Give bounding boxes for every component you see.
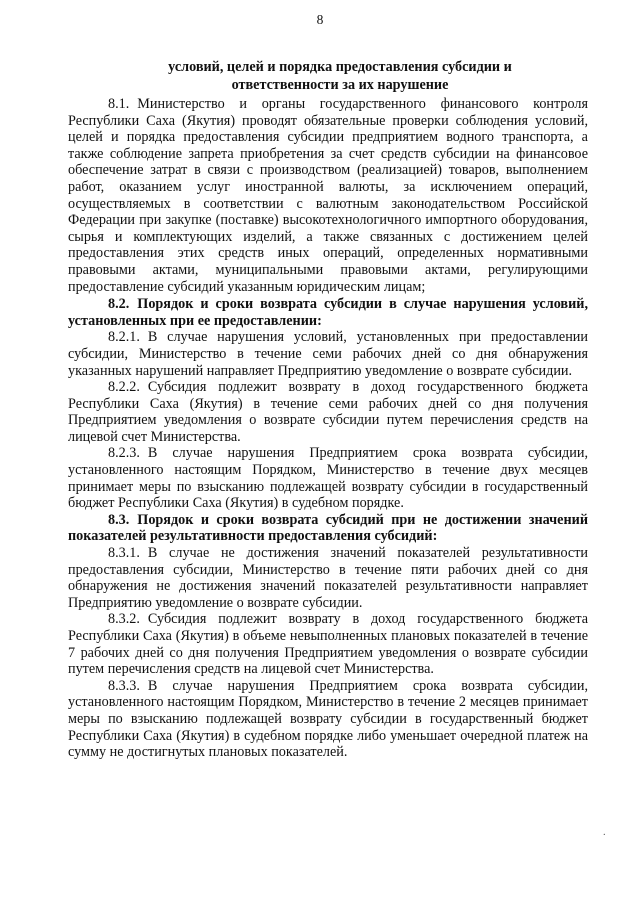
paragraph-8-3-3 <box>68 678 588 761</box>
paragraph-text: В случае нарушения Предприятием срока возврата субсидии, установленного настоящим Порядком, Министерство в течение 2 месяцев принимает меры по взысканию подлежащей возврату субсидии в государственный бюджет Республики Саха (Якутия) в судебном порядке либо уменьшает очередной платеж на сумму не достигнутых плановых показателей. <box>68 677 588 761</box>
paragraph-text: Субсидия подлежит возврату в доход государственного бюджета Республики Саха (Якутия) в течение семи рабочих дней со дня получения Предприятием уведомления о возврате субсидии путем перечисления средств на лицевой счет Министерства. <box>68 379 588 445</box>
heading-line-2: ответственности за их нарушение <box>231 77 449 93</box>
paragraph-number: 8.3.1. <box>108 545 140 562</box>
paragraph-8-3-1 <box>68 545 588 611</box>
paragraph-text: Субсидия подлежит возврату в доход государственного бюджета Республики Саха (Якутия) в объеме невыполненных плановых показателей в течение 7 рабочих дней со дня получения Предприятием уведомления о возврате субсидии путем перечисления средств на лицевой счет Министерства. <box>68 611 588 678</box>
paragraph-8-2-1 <box>68 329 588 379</box>
margin-mark: · <box>602 830 606 841</box>
paragraph-text: Министерство и органы государственного финансового контроля Республики Саха (Якутия) проводят обязательные проверки соблюдения условий, целей и порядка предоставления субсидии предприятием водного транспорта, а также соблюдение запрета приобретения за счет средств субсидии на финансовое обеспечение затрат в связи с производством (реализацией) товаров, выполнением работ, оказанием услуг иностранной валюты, за исключением операций, осуществляемых в соответствии с валютным законодательством Российской Федерации при закупке (поставке) высокотехнологичного импортного оборудования, сырья и комплектующих изделий, а также связанных с достижением целей предоставления этих средств иных операций, определенных нормативными правовыми актами, муниципальными правовыми актами, регулирующими предоставление субсидий указанным юридическим лицам; <box>68 96 588 295</box>
paragraph-number: 8.3.2. <box>108 611 140 628</box>
paragraph-number: 8.2. <box>108 296 130 313</box>
paragraph-number: 8.2.3. <box>108 445 140 462</box>
paragraph-8-2-3 <box>68 445 588 511</box>
section-heading <box>96 58 584 94</box>
section-title: Порядок и сроки возврата субсидии в случае нарушения условий, установленных при ее предоставлении: <box>68 296 588 329</box>
paragraph-number: 8.2.1. <box>108 329 140 346</box>
paragraph-8-3-2 <box>68 611 588 677</box>
document-body <box>68 96 588 761</box>
paragraph-8-1 <box>68 96 588 295</box>
section-8-2-title <box>68 296 588 329</box>
page-number: 8 <box>316 12 324 27</box>
paragraph-8-2-2 <box>68 379 588 445</box>
section-title: Порядок и сроки возврата субсидий при не достижении значений показателей результативности предоставления субсидий: <box>68 511 588 545</box>
paragraph-number: 8.1. <box>108 96 130 112</box>
section-8-3-title <box>68 512 588 545</box>
paragraph-text: В случае нарушения Предприятием срока возврата субсидии, установленного настоящим Порядком, Министерство в течение двух месяцев принимает меры по взысканию подлежащей возврату субсидии в государственный бюджет Республики Саха (Якутия) в судебном порядке. <box>68 445 588 512</box>
paragraph-text: В случае нарушения условий, установленных при предоставлении субсидии, Министерство в течение семи рабочих дней со дня обнаружения указанных нарушений направляет Предприятию уведомление о возврате субсидии. <box>68 329 588 379</box>
paragraph-number: 8.3. <box>108 511 130 528</box>
paragraph-text: В случае не достижения значений показателей результативности предоставления субсидии, Министерство в течение пяти рабочих дней со дня обнаружения не достижения значений показателей результативности направляет Предприятию уведомление о возврате субсидии. <box>68 545 588 611</box>
paragraph-number: 8.2.2. <box>108 379 140 396</box>
heading-line-1: условий, целей и порядка предоставления субсидии и <box>168 59 512 75</box>
paragraph-number: 8.3.3. <box>108 677 140 694</box>
